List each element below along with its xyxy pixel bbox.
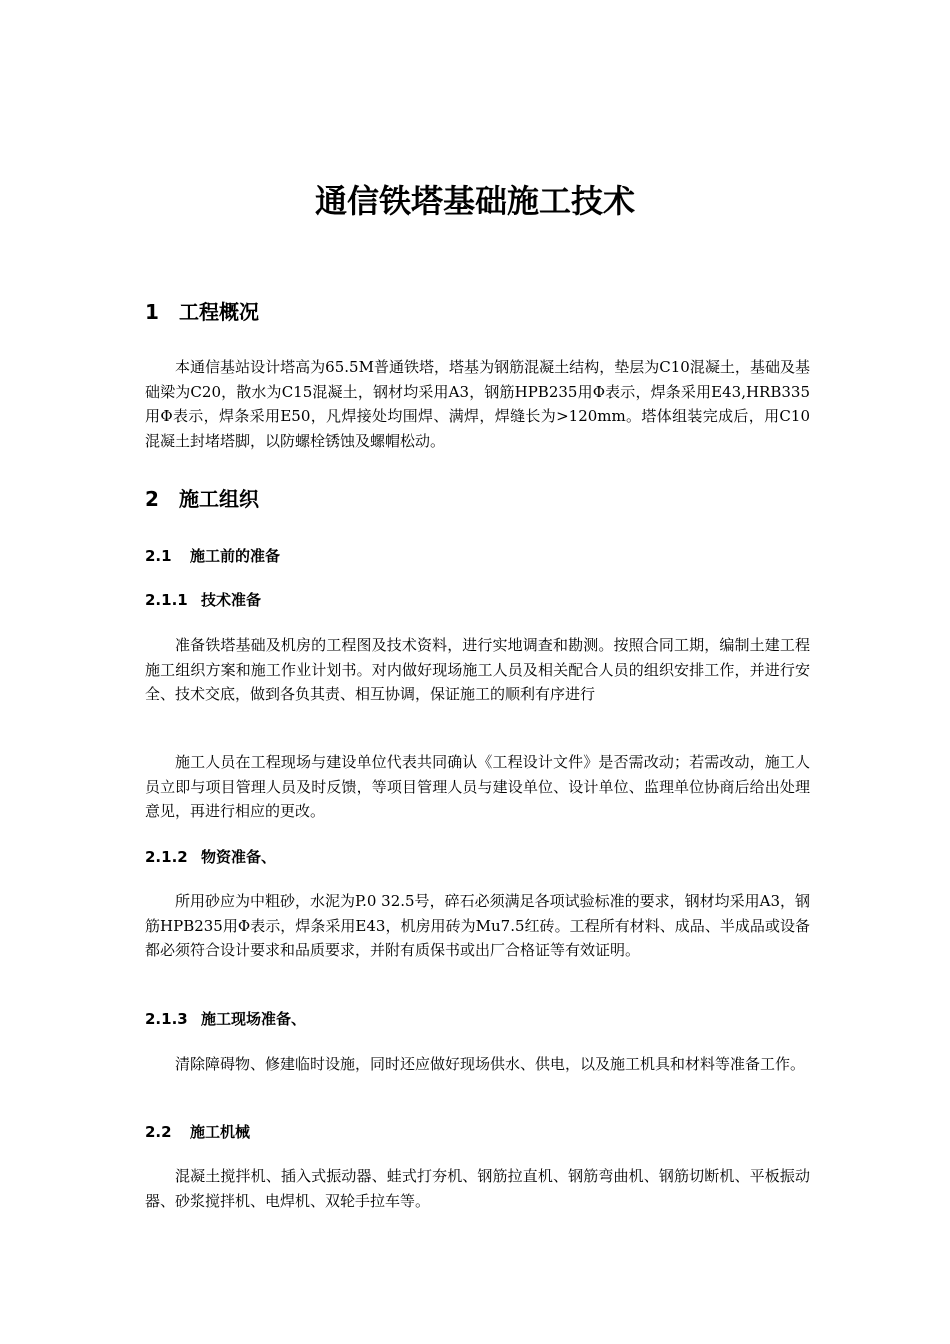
- subsection-number: 2.1.1: [145, 591, 188, 609]
- section-number: 1: [145, 300, 159, 324]
- subsection-heading-2-1-3: [145, 1008, 306, 1030]
- section-heading-2: [145, 485, 259, 513]
- section-title: 施工组织: [179, 487, 259, 511]
- body-paragraph: 准备铁塔基础及机房的工程图及技术资料，进行实地调查和勘测。按照合同工期，编制土建工程施工组织方案和施工作业计划书。对内做好现场施工人员及相关配合人员的组织安排工作，并进行安全、技术交底，做到各负其责、相互协调，保证施工的顺利有序进行: [145, 636, 810, 703]
- section-title: 工程概况: [179, 300, 259, 324]
- body-paragraph: 施工人员在工程现场与建设单位代表共同确认《工程设计文件》是否需改动；若需改动，施工人员立即与项目管理人员及时反馈，等项目管理人员与建设单位、设计单位、监理单位协商后给出处理意见，再进行相应的更改。: [145, 753, 810, 820]
- subsection-title: 物资准备、: [201, 848, 277, 866]
- body-paragraph: 混凝土搅拌机、插入式振动器、蛙式打夯机、钢筋拉直机、钢筋弯曲机、钢筋切断机、平板振动器、砂浆搅拌机、电焊机、双轮手拉车等。: [145, 1167, 810, 1210]
- subsection-heading-2-1-2: [145, 846, 276, 868]
- subsection-title: 施工机械: [190, 1123, 251, 1141]
- subsection-number: 2.2: [145, 1123, 172, 1141]
- body-paragraph: 所用砂应为中粗砂，水泥为P.0 32.5号，碎石必须满足各项试验标准的要求，钢材均采用A3，钢筋HPB235用Φ表示，焊条采用E43，机房用砖为Mu7.5红砖。工程所有材料、成品、半成品或设备都必须符合设计要求和品质要求，并附有质保书或出厂合格证等有效证明。: [145, 892, 810, 959]
- subsection-number: 2.1.3: [145, 1010, 188, 1028]
- subsection-title: 施工现场准备、: [201, 1010, 307, 1028]
- subsection-heading-2-1-1: [145, 589, 261, 611]
- subsection-number: 2.1: [145, 547, 172, 565]
- subsection-heading-2-2: [145, 1121, 250, 1143]
- subsection-title: 技术准备: [201, 591, 262, 609]
- body-paragraph: 本通信基站设计塔高为65.5M普通铁塔，塔基为钢筋混凝土结构，垫层为C10混凝土，基础及基础梁为C20，散水为C15混凝土，钢材均采用A3，钢筋HPB235用Φ表示，焊条采用E43,HRB335用Φ表示，焊条采用E50，凡焊接处均围焊、满焊，焊缝长为>120mm。塔体组装完成后，用C10混凝土封堵塔脚，以防螺栓锈蚀及螺帽松动。: [145, 358, 810, 450]
- subsection-title: 施工前的准备: [190, 547, 281, 565]
- section-heading-1: [145, 298, 259, 326]
- subsection-number: 2.1.2: [145, 848, 188, 866]
- body-paragraph: 清除障碍物、修建临时设施，同时还应做好现场供水、供电，以及施工机具和材料等准备工作。: [175, 1055, 806, 1073]
- section-number: 2: [145, 487, 159, 511]
- document-title: 通信铁塔基础施工技术: [314, 182, 635, 220]
- subsection-heading-2-1: [145, 545, 280, 567]
